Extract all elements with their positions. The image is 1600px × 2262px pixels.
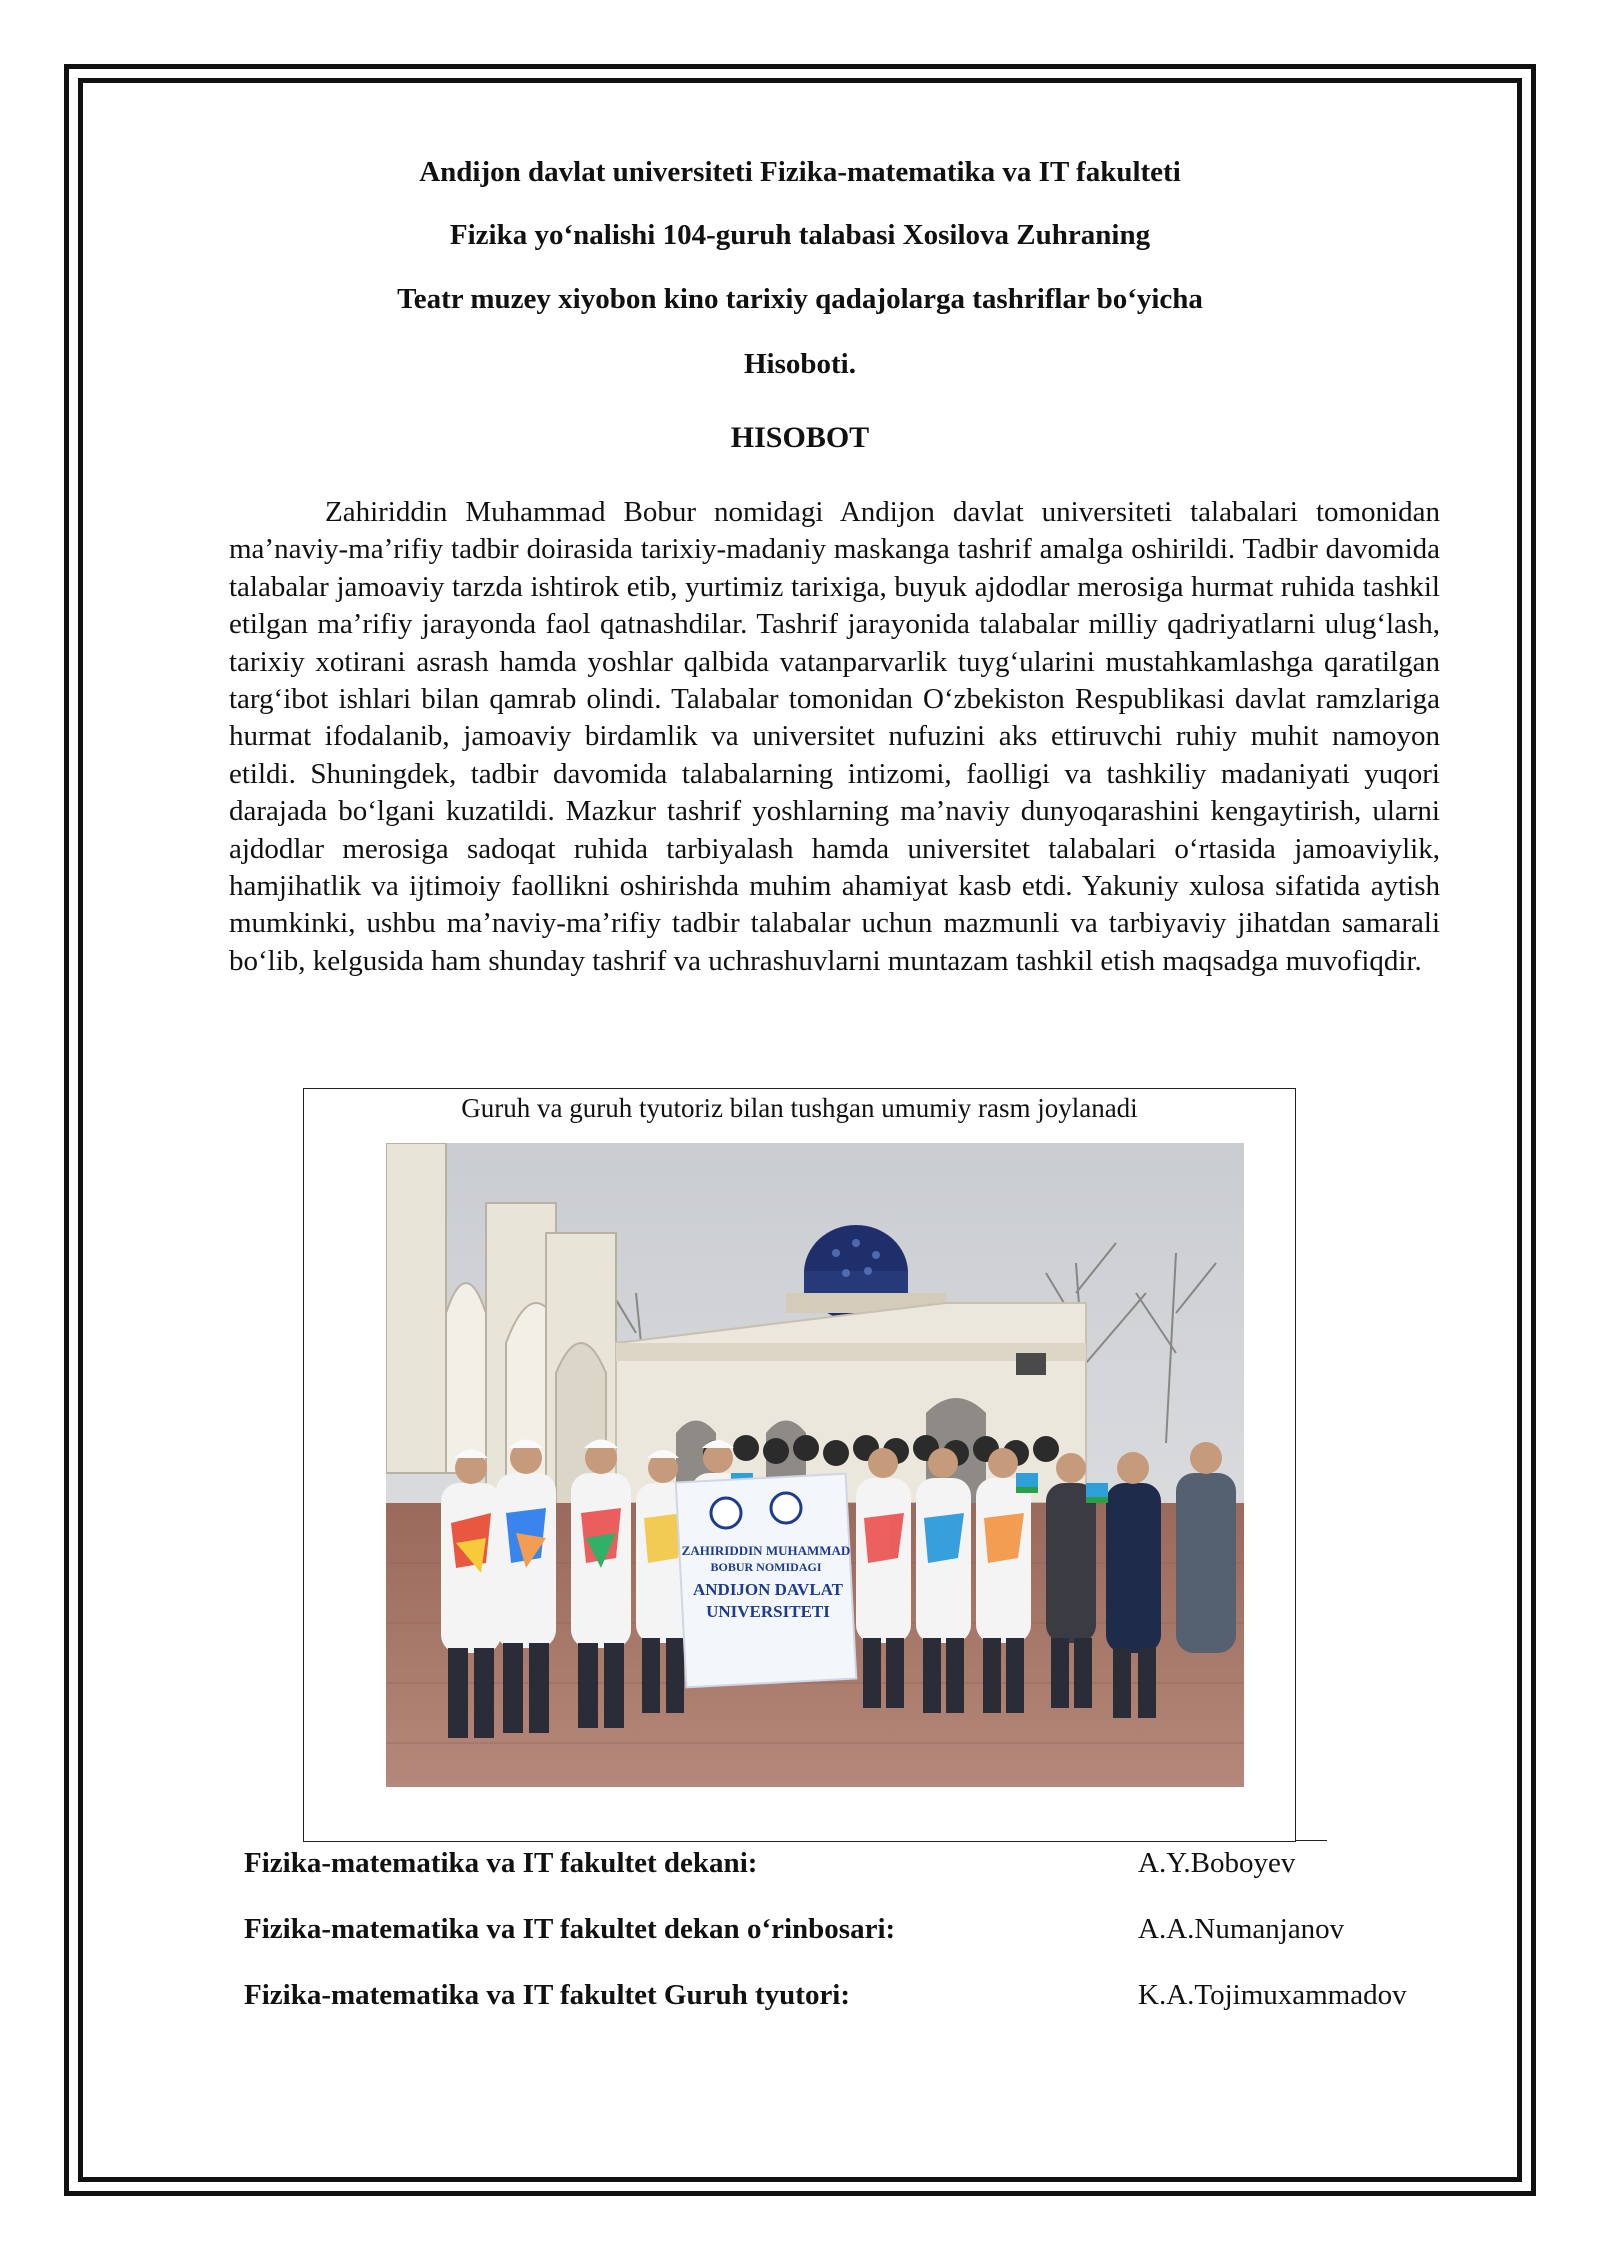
signature-name: K.A.Tojimuxammadov [1138, 1979, 1407, 2011]
report-paragraph: Zahiriddin Muhammad Bobur nomidagi Andijon davlat universiteti talabalari tomonidan ma’naviy-ma’rifiy tadbir doirasida tarixiy-madaniy maskanga tashrif amalga oshirildi. Tadbir davomida talabalar jamoaviy tarzda ishtirok etib, yurtimiz tarixiga, buyuk ajdodlar merosiga hurmat ruhida tashkil etilgan ma’rifiy jarayonda faol qatnashdilar. Tashrif jarayonida talabalar milliy qadriyatlarni ulug‘lash, tarixiy xotirani asrash hamda yoshlar qalbida vatanparvarlik tuyg‘ularini mustahkamlashga qaratilgan targ‘ibot ishlari bilan qamrab olindi. Talabalar tomonidan O‘zbekiston Respublikasi davlat ramzlariga hurmat ifodalanib, jamoaviy birdamlik va universitet nufuzini aks ettiruvchi ruhiy muhit namoyon etildi. Shuningdek, tadbir davomida talabalarning intizomi, faolligi va tashkiliy madaniyati yuqori darajada bo‘lgani kuzatildi. Mazkur tashrif yoshlarning ma’naviy dunyoqarashini kengaytirish, ularni ajdodlar merosiga sadoqat ruhida tarbiyalash hamda universitet talabalari o‘rtasida jamoaviylik, hamjihatlik va ijtimoiy faollikni oshirishda muhim ahamiyat kasb etdi. Yakuniy xulosa sifatida aytish mumkinki, ushbu ma’naviy-ma’rifiy tadbir talabalar uchun mazmunli va tarbiyaviy jihatdan samarali bo‘lib, kelgusida ham shunday tashrif va uchrashuvlarni muntazam tashkil etish maqsadga muvofiqdir. [229, 496, 1440, 977]
signature-role: Fizika-matematika va IT fakultet Guruh tyutori: [244, 1979, 851, 2011]
header-subject: Teatr muzey xiyobon kino tarixiy qadajolarga tashriflar bo‘yicha [397, 283, 1203, 315]
banner-line-4: UNIVERSITETI [706, 1602, 830, 1621]
photo-caption: Guruh va guruh tyutoriz bilan tushgan umumiy rasm joylanadi [461, 1093, 1138, 1123]
group-photo [386, 1143, 1244, 1787]
frame-line [1295, 1840, 1327, 1841]
signature-name: A.Y.Boboyev [1138, 1847, 1296, 1879]
signature-row-tutor [244, 1979, 1474, 2013]
signature-role: Fizika-matematika va IT fakultet dekani: [244, 1847, 758, 1879]
header-university: Andijon davlat universiteti Fizika-matematika va IT fakulteti [419, 156, 1181, 188]
signature-row-deputy-dean [244, 1913, 1474, 1947]
signature-name: A.A.Numanjanov [1138, 1913, 1345, 1945]
header-student: Fizika yo‘nalishi 104-guruh talabasi Xosilova Zuhraning [449, 219, 1151, 251]
header-report-label: Hisoboti. [744, 348, 856, 380]
banner-line-3: ANDIJON DAVLAT [692, 1580, 844, 1599]
signature-row-dean [244, 1847, 1474, 1881]
signature-role: Fizika-matematika va IT fakultet dekan o‘rinbosari: [244, 1913, 896, 1945]
document-title: HISOBOT [730, 421, 870, 454]
banner-line-2: BOBUR NOMIDAGI [710, 1560, 822, 1574]
banner-line-1: ZAHIRIDDIN MUHAMMAD [681, 1543, 851, 1558]
